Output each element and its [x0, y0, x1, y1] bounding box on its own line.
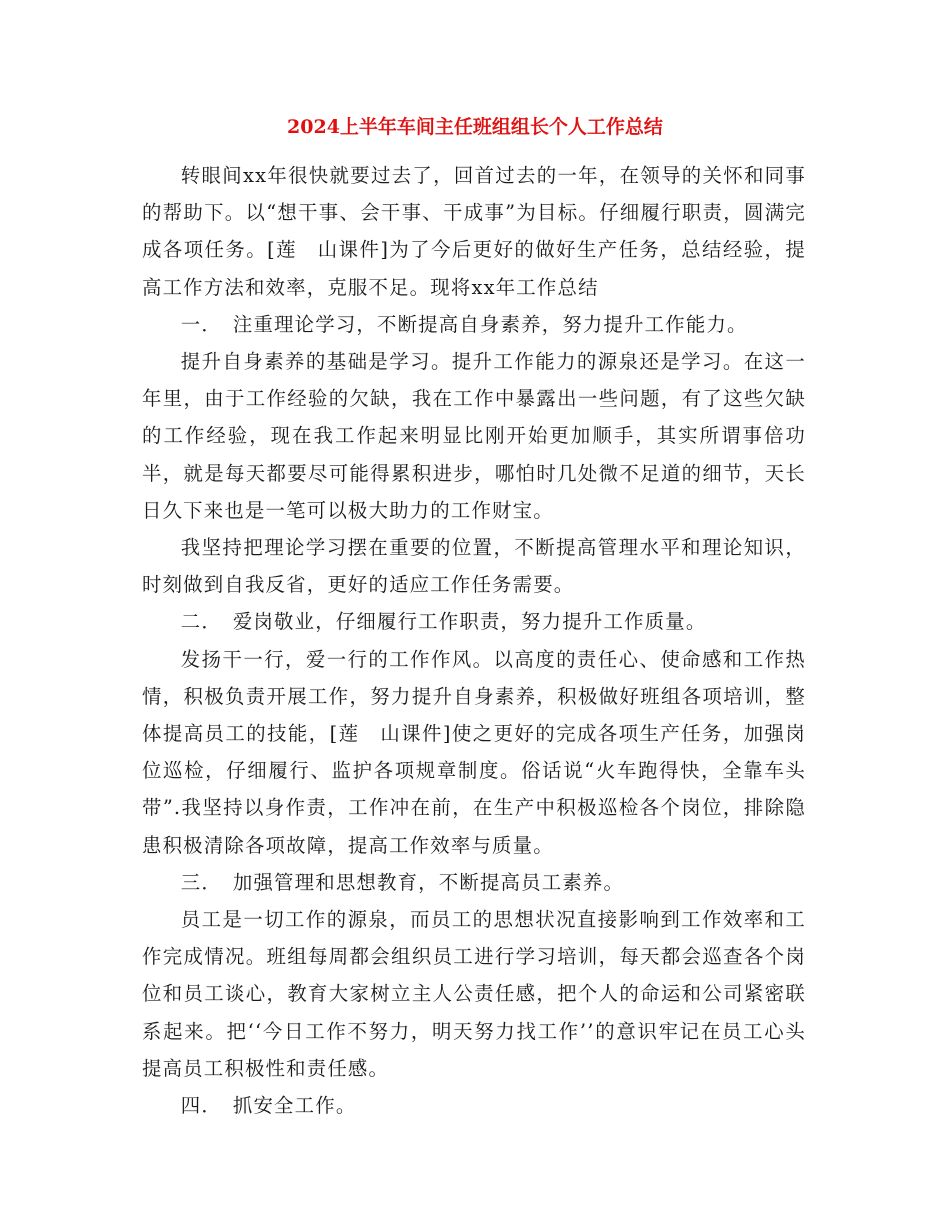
- document-body: [142, 157, 806, 1124]
- paragraph-intro: 转眼间xx年很快就要过去了，回首过去的一年，在领导的关怀和同事的帮助下。以“想干事、会干事、干成事”为目标。仔细履行职责，圆满完成各项任务。[莲 山课件]为了今后更好的做好生产任务，总结经验，提高工作方法和效率，克服不足。现将xx年工作总结: [142, 164, 806, 299]
- section-heading-3: 三． 加强管理和思想教育，不断提高员工素养。: [180, 870, 625, 894]
- paragraph-2: 发扬干一行，爱一行的工作作风。以高度的责任心、使命感和工作热情，积极负责开展工作，努力提升自身素养，积极做好班组各项培训，整体提高员工的技能，[莲 山课件]使之更好的完成各项生产任务，加强岗位巡检，仔细履行、监护各项规章制度。俗话说“火车跑得快，全靠车头带”.我坚持以身作责，工作冲在前，在生产中积极巡检各个岗位，排除隐患积极清除各项故障，提高工作效率与质量。: [142, 647, 806, 857]
- section-heading-1: 一． 注重理论学习，不断提高自身素养，努力提升工作能力。: [180, 312, 748, 336]
- document-title: 2024上半年车间主任班组组长个人工作总结: [287, 116, 663, 138]
- section-heading-4: 四． 抓安全工作。: [180, 1094, 357, 1118]
- section-heading-2: 二． 爱岗敬业，仔细履行工作职责，努力提升工作质量。: [180, 610, 707, 634]
- paragraph-1a: 提升自身素养的基础是学习。提升工作能力的源泉还是学习。在这一年里，由于工作经验的欠缺，我在工作中暴露出一些问题，有了这些欠缺的工作经验，现在我工作起来明显比刚开始更加顺手，其实所谓事倍功半，就是每天都要尽可能得累积进步，哪怕时几处微不足道的细节，天长日久下来也是一笔可以极大助力的工作财宝。: [142, 350, 806, 522]
- paragraph-1b: 我坚持把理论学习摆在重要的位置，不断提高管理水平和理论知识，时刻做到自我反省，更好的适应工作任务需要。: [142, 536, 806, 597]
- paragraph-3: 员工是一切工作的源泉，而员工的思想状况直接影响到工作效率和工作完成情况。班组每周都会组织员工进行学习培训，每天都会巡查各个岗位和员工谈心，教育大家树立主人公责任感，把个人的命运和公司紧密联系起来。把‘‘今日工作不努力，明天努力找工作’’的意识牢记在员工心头提高员工积极性和责任感。: [142, 908, 806, 1080]
